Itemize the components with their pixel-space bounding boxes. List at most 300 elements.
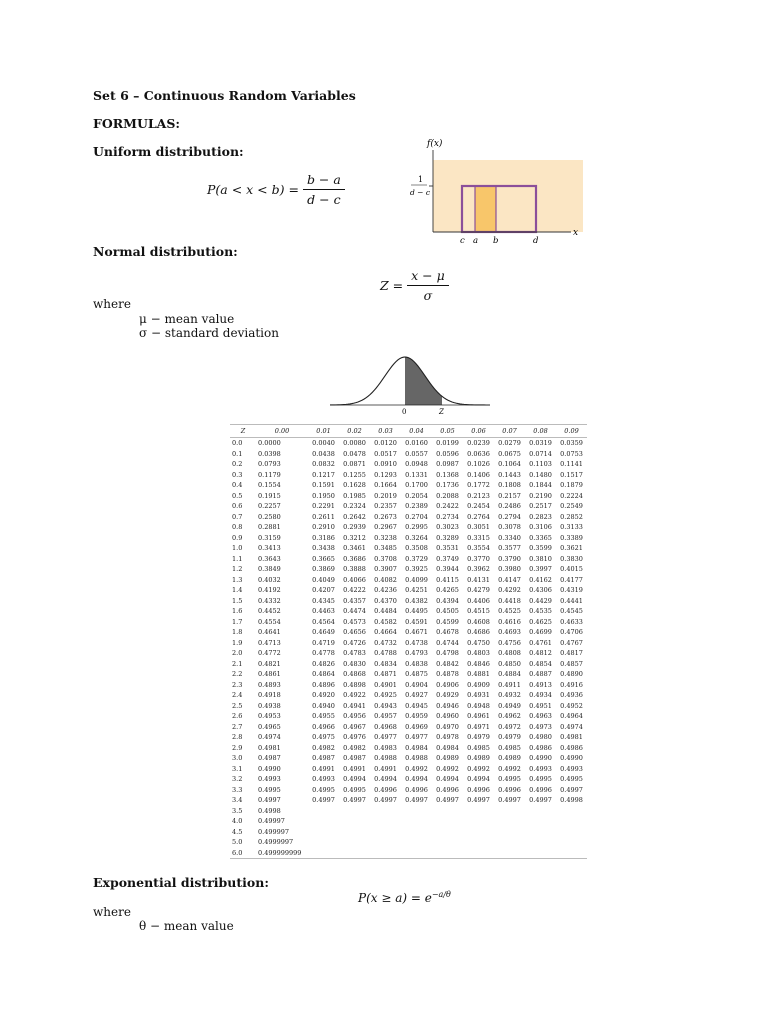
probability-cell: 0.0359 <box>560 439 583 448</box>
probability-cell: 0.1879 <box>560 481 583 490</box>
probability-cell: 0.1103 <box>529 460 552 469</box>
probability-cell: 0.4854 <box>529 659 552 668</box>
probability-cell: 0.4984 <box>405 743 428 752</box>
z-value-cell: 1.3 <box>232 575 243 584</box>
table-row <box>230 711 587 722</box>
probability-cell: 0.2486 <box>498 502 521 511</box>
probability-cell: 0.4535 <box>529 607 552 616</box>
probability-cell <box>401 827 432 838</box>
normal-zero-label: 0 <box>402 408 407 416</box>
uniform-y-tick-numerator: 1 <box>418 175 424 184</box>
probability-cell: 0.4996 <box>374 785 397 794</box>
probability-cell: 0.4995 <box>258 785 281 794</box>
probability-cell: 0.4830 <box>343 659 366 668</box>
probability-cell: 0.4983 <box>374 743 397 752</box>
probability-cell: 0.4970 <box>436 722 459 731</box>
probability-cell: 0.4943 <box>374 701 397 710</box>
probability-cell: 0.2823 <box>529 512 552 521</box>
probability-cell: 0.2549 <box>560 502 583 511</box>
probability-cell: 0.4783 <box>343 649 366 658</box>
probability-cell: 0.4941 <box>343 701 366 710</box>
probability-cell: 0.2939 <box>343 523 366 532</box>
z-value-cell: 3.5 <box>232 806 243 815</box>
probability-cell: 0.4989 <box>498 754 521 763</box>
probability-cell: 0.2764 <box>467 512 490 521</box>
probability-cell: 0.4066 <box>343 575 366 584</box>
probability-cell: 0.2734 <box>436 512 459 521</box>
probability-cell: 0.4370 <box>374 596 397 605</box>
normal-formula-lhs: Z = <box>380 278 404 293</box>
uniform-x-tick-c: c <box>460 236 465 246</box>
probability-cell <box>494 848 525 859</box>
probability-cell: 0.2517 <box>529 502 552 511</box>
probability-cell: 0.4545 <box>560 607 583 616</box>
probability-cell: 0.3907 <box>374 565 397 574</box>
probability-cell: 0.4918 <box>258 691 281 700</box>
probability-cell: 0.4554 <box>258 617 281 626</box>
probability-cell: 0.4936 <box>560 691 583 700</box>
probability-cell: 0.4678 <box>436 628 459 637</box>
probability-cell: 0.4115 <box>436 575 459 584</box>
probability-cell: 0.4995 <box>529 775 552 784</box>
probability-cell: 0.2257 <box>258 502 281 511</box>
probability-cell: 0.4616 <box>498 617 521 626</box>
table-row <box>230 638 587 649</box>
probability-cell: 0.4756 <box>498 638 521 647</box>
z-value-cell: 2.4 <box>232 691 243 700</box>
table-row <box>230 575 587 586</box>
probability-cell <box>525 837 556 848</box>
probability-cell: 0.4985 <box>498 743 521 752</box>
probability-cell: 0.4981 <box>258 743 281 752</box>
normal-sigma-definition: σ − standard deviation <box>139 326 279 340</box>
probability-cell: 0.1026 <box>467 460 490 469</box>
probability-cell: 0.4808 <box>498 649 521 658</box>
probability-cell <box>463 816 494 827</box>
probability-cell: 0.4846 <box>467 659 490 668</box>
probability-cell: 0.4965 <box>258 722 281 731</box>
probability-cell: 0.0948 <box>405 460 428 469</box>
probability-cell: 0.4192 <box>258 586 281 595</box>
probability-cell: 0.4956 <box>343 712 366 721</box>
probability-cell: 0.4997 <box>405 796 428 805</box>
probability-cell: 0.3212 <box>343 533 366 542</box>
probability-cell: 0.4798 <box>436 649 459 658</box>
uniform-x-label: x <box>573 228 579 238</box>
probability-cell: 0.4991 <box>374 764 397 773</box>
z-value-cell: 0.5 <box>232 491 243 500</box>
z-value-cell: 2.9 <box>232 743 243 752</box>
probability-cell <box>370 837 401 848</box>
z-value-cell: 4.0 <box>232 817 243 826</box>
probability-cell: 0.4994 <box>405 775 428 784</box>
probability-cell: 0.3365 <box>529 533 552 542</box>
z-value-cell: 0.0 <box>232 439 243 448</box>
probability-cell: 0.3078 <box>498 523 521 532</box>
probability-cell: 0.1844 <box>529 481 552 490</box>
probability-cell: 0.4251 <box>405 586 428 595</box>
header-col-7: 0.06 <box>463 425 494 438</box>
probability-cell: 0.2157 <box>498 491 521 500</box>
probability-cell: 0.4332 <box>258 596 281 605</box>
uniform-shaded-area <box>475 186 496 232</box>
probability-cell: 0.3485 <box>374 544 397 553</box>
z-value-cell: 1.7 <box>232 617 243 626</box>
probability-cell: 0.4864 <box>312 670 335 679</box>
probability-cell: 0.0319 <box>529 439 552 448</box>
probability-cell: 0.3770 <box>467 554 490 563</box>
probability-cell: 0.4997 <box>374 796 397 805</box>
exponential-formula-main: P(x ≥ a) = e <box>358 891 432 905</box>
probability-cell: 0.4920 <box>312 691 335 700</box>
probability-cell <box>463 848 494 859</box>
probability-cell <box>463 806 494 817</box>
probability-cell: 0.4633 <box>560 617 583 626</box>
probability-cell: 0.3238 <box>374 533 397 542</box>
z-value-cell: 3.3 <box>232 785 243 794</box>
probability-cell: 0.4996 <box>529 785 552 794</box>
probability-cell: 0.4993 <box>529 764 552 773</box>
probability-cell: 0.4429 <box>529 596 552 605</box>
probability-cell: 0.4641 <box>258 628 281 637</box>
probability-cell: 0.2019 <box>374 491 397 500</box>
header-col-2: 0.01 <box>308 425 339 438</box>
probability-cell: 0.499997 <box>258 827 290 836</box>
probability-cell: 0.1950 <box>312 491 335 500</box>
probability-cell: 0.3508 <box>405 544 428 553</box>
probability-cell <box>370 806 401 817</box>
probability-cell <box>556 837 587 848</box>
probability-cell: 0.4997 <box>343 796 366 805</box>
probability-cell: 0.4994 <box>467 775 490 784</box>
table-row <box>230 470 587 481</box>
probability-cell <box>339 816 370 827</box>
probability-cell: 0.3888 <box>343 565 366 574</box>
probability-cell: 0.3729 <box>405 554 428 563</box>
probability-cell <box>308 827 339 838</box>
probability-cell: 0.4969 <box>405 722 428 731</box>
probability-cell: 0.4951 <box>529 701 552 710</box>
probability-cell: 0.4996 <box>405 785 428 794</box>
probability-cell: 0.4964 <box>560 712 583 721</box>
table-row <box>230 743 587 754</box>
probability-cell: 0.4974 <box>560 722 583 731</box>
uniform-x-tick-d: d <box>533 236 539 246</box>
probability-cell: 0.3749 <box>436 554 459 563</box>
probability-cell <box>463 827 494 838</box>
formulas-heading: FORMULAS: <box>93 116 181 131</box>
uniform-y-tick-denominator: d − c <box>410 188 431 197</box>
probability-cell <box>401 806 432 817</box>
probability-cell: 0.3051 <box>467 523 490 532</box>
z-value-cell: 0.4 <box>232 481 243 490</box>
probability-cell: 0.0239 <box>467 439 490 448</box>
probability-cell: 0.4911 <box>498 680 521 689</box>
probability-cell: 0.2123 <box>467 491 490 500</box>
probability-cell: 0.4265 <box>436 586 459 595</box>
probability-cell: 0.49997 <box>258 817 285 826</box>
z-value-cell: 2.5 <box>232 701 243 710</box>
header-col-6: 0.05 <box>432 425 463 438</box>
probability-cell: 0.4826 <box>312 659 335 668</box>
probability-cell: 0.4525 <box>498 607 521 616</box>
page-title: Set 6 – Continuous Random Variables <box>93 88 356 103</box>
probability-cell: 0.3340 <box>498 533 521 542</box>
table-row <box>230 501 587 512</box>
probability-cell: 0.3289 <box>436 533 459 542</box>
probability-cell: 0.3962 <box>467 565 490 574</box>
probability-cell: 0.1700 <box>405 481 428 490</box>
z-value-cell: 1.5 <box>232 596 243 605</box>
normal-heading: Normal distribution: <box>93 244 238 259</box>
probability-cell: 0.0279 <box>498 439 521 448</box>
probability-cell: 0.3708 <box>374 554 397 563</box>
probability-cell: 0.1915 <box>258 491 281 500</box>
probability-cell: 0.3665 <box>312 554 335 563</box>
probability-cell: 0.4778 <box>312 649 335 658</box>
probability-cell: 0.1368 <box>436 470 459 479</box>
probability-cell: 0.1217 <box>312 470 335 479</box>
probability-cell: 0.2088 <box>436 491 459 500</box>
probability-cell: 0.3264 <box>405 533 428 542</box>
probability-cell: 0.3315 <box>467 533 490 542</box>
table-row <box>230 669 587 680</box>
probability-cell: 0.4821 <box>258 659 281 668</box>
z-value-cell: 0.3 <box>232 470 243 479</box>
probability-cell: 0.4901 <box>374 680 397 689</box>
probability-cell: 0.4955 <box>312 712 335 721</box>
probability-cell: 0.0438 <box>312 449 335 458</box>
probability-cell: 0.4996 <box>436 785 459 794</box>
normal-where: where <box>93 297 131 311</box>
table-row <box>230 543 587 554</box>
z-value-cell: 3.1 <box>232 764 243 773</box>
uniform-formula <box>207 172 345 207</box>
probability-cell: 0.4945 <box>405 701 428 710</box>
probability-cell: 0.4979 <box>467 733 490 742</box>
probability-cell: 0.4929 <box>436 691 459 700</box>
normal-fraction-denominator: σ <box>423 288 433 303</box>
probability-cell: 0.0040 <box>312 439 335 448</box>
probability-cell: 0.4608 <box>467 617 490 626</box>
probability-cell: 0.1628 <box>343 481 366 490</box>
standard-normal-table <box>230 424 587 859</box>
table-row <box>230 564 587 575</box>
probability-cell: 0.1591 <box>312 481 335 490</box>
table-row <box>230 753 587 764</box>
uniform-formula-lhs: P(a < x < b) = <box>207 182 299 197</box>
probability-cell <box>308 837 339 848</box>
table-row <box>230 480 587 491</box>
table-row <box>230 690 587 701</box>
probability-cell: 0.4834 <box>374 659 397 668</box>
probability-cell: 0.4967 <box>343 722 366 731</box>
probability-cell: 0.4699 <box>529 628 552 637</box>
probability-cell: 0.1664 <box>374 481 397 490</box>
z-value-cell: 3.0 <box>232 754 243 763</box>
probability-cell: 0.4938 <box>258 701 281 710</box>
uniform-fraction <box>303 172 345 207</box>
normal-mu-definition: μ − mean value <box>139 312 235 326</box>
table-row <box>230 533 587 544</box>
probability-cell: 0.4082 <box>374 575 397 584</box>
table-row <box>230 522 587 533</box>
probability-cell: 0.4382 <box>405 596 428 605</box>
probability-cell: 0.1064 <box>498 460 521 469</box>
probability-cell: 0.4927 <box>405 691 428 700</box>
probability-cell: 0.3599 <box>529 544 552 553</box>
table-row <box>230 606 587 617</box>
probability-cell: 0.3438 <box>312 544 335 553</box>
probability-cell: 0.2190 <box>529 491 552 500</box>
probability-cell <box>401 848 432 859</box>
probability-cell <box>525 806 556 817</box>
normal-z-label: Z <box>439 408 444 416</box>
probability-cell: 0.4726 <box>343 638 366 647</box>
probability-cell: 0.4992 <box>467 764 490 773</box>
probability-cell: 0.4968 <box>374 722 397 731</box>
header-col-3: 0.02 <box>339 425 370 438</box>
table-row <box>230 659 587 670</box>
z-value-cell: 0.6 <box>232 502 243 511</box>
probability-cell: 0.4913 <box>529 680 552 689</box>
probability-cell: 0.3413 <box>258 544 281 553</box>
exponential-formula <box>358 890 451 905</box>
probability-cell: 0.4319 <box>560 586 583 595</box>
probability-cell: 0.2389 <box>405 502 428 511</box>
probability-cell: 0.4988 <box>405 754 428 763</box>
z-value-cell: 0.2 <box>232 460 243 469</box>
exponential-heading: Exponential distribution: <box>93 875 269 890</box>
z-value-cell: 1.0 <box>232 544 243 553</box>
table-row <box>230 585 587 596</box>
probability-cell: 0.2995 <box>405 523 428 532</box>
probability-cell: 0.4452 <box>258 607 281 616</box>
probability-cell: 0.3023 <box>436 523 459 532</box>
probability-cell: 0.3980 <box>498 565 521 574</box>
probability-cell: 0.4893 <box>258 680 281 689</box>
z-value-cell: 1.2 <box>232 565 243 574</box>
z-value-cell: 1.4 <box>232 586 243 595</box>
probability-cell: 0.4896 <box>312 680 335 689</box>
probability-cell: 0.2580 <box>258 512 281 521</box>
probability-cell: 0.4505 <box>436 607 459 616</box>
z-value-cell: 2.6 <box>232 712 243 721</box>
uniform-fraction-denominator: d − c <box>307 192 341 207</box>
probability-cell <box>525 848 556 859</box>
probability-cell: 0.4649 <box>312 628 335 637</box>
probability-cell: 0.2852 <box>560 512 583 521</box>
probability-cell: 0.4960 <box>436 712 459 721</box>
probability-cell: 0.4875 <box>405 670 428 679</box>
probability-cell: 0.4971 <box>467 722 490 731</box>
probability-cell: 0.4994 <box>374 775 397 784</box>
table-row <box>230 512 587 523</box>
probability-cell: 0.4916 <box>560 680 583 689</box>
probability-cell: 0.4706 <box>560 628 583 637</box>
z-value-cell: 2.2 <box>232 670 243 679</box>
probability-cell: 0.4957 <box>374 712 397 721</box>
probability-cell: 0.2224 <box>560 491 583 500</box>
probability-cell: 0.4966 <box>312 722 335 731</box>
probability-cell: 0.4997 <box>258 796 281 805</box>
probability-cell: 0.4147 <box>498 575 521 584</box>
probability-cell: 0.3461 <box>343 544 366 553</box>
probability-cell <box>339 837 370 848</box>
probability-cell: 0.4803 <box>467 649 490 658</box>
probability-cell: 0.2881 <box>258 523 281 532</box>
probability-cell: 0.4959 <box>405 712 428 721</box>
header-col-8: 0.07 <box>494 425 525 438</box>
probability-cell: 0.4817 <box>560 649 583 658</box>
probability-cell: 0.4995 <box>498 775 521 784</box>
exponential-where: where <box>93 905 131 919</box>
probability-cell: 0.0871 <box>343 460 366 469</box>
probability-cell: 0.3849 <box>258 565 281 574</box>
probability-cell: 0.2704 <box>405 512 428 521</box>
uniform-fraction-numerator: b − a <box>303 172 345 190</box>
probability-cell: 0.3790 <box>498 554 521 563</box>
probability-cell: 0.0910 <box>374 460 397 469</box>
table-row <box>230 816 587 827</box>
probability-cell: 0.3106 <box>529 523 552 532</box>
probability-cell: 0.4980 <box>529 733 552 742</box>
z-value-cell: 1.6 <box>232 607 243 616</box>
probability-cell: 0.0160 <box>405 439 428 448</box>
probability-cell: 0.4573 <box>343 617 366 626</box>
probability-cell: 0.0636 <box>467 449 490 458</box>
probability-cell: 0.4857 <box>560 659 583 668</box>
probability-cell: 0.2642 <box>343 512 366 521</box>
table-row <box>230 491 587 502</box>
table-row <box>230 438 587 449</box>
probability-cell: 0.0793 <box>258 460 281 469</box>
probability-cell: 0.4996 <box>498 785 521 794</box>
z-value-cell: 0.7 <box>232 512 243 521</box>
probability-cell <box>525 816 556 827</box>
probability-cell: 0.4994 <box>436 775 459 784</box>
probability-cell: 0.4996 <box>467 785 490 794</box>
uniform-x-tick-a: a <box>473 236 479 246</box>
exponential-formula-exponent: −a/θ <box>431 890 451 899</box>
z-value-cell: 0.9 <box>232 533 243 542</box>
probability-cell: 0.4871 <box>374 670 397 679</box>
probability-cell: 0.2357 <box>374 502 397 511</box>
table-row <box>230 848 587 859</box>
probability-cell: 0.3944 <box>436 565 459 574</box>
probability-cell <box>401 816 432 827</box>
probability-cell: 0.2291 <box>312 502 335 511</box>
probability-cell: 0.4850 <box>498 659 521 668</box>
probability-cell: 0.4345 <box>312 596 335 605</box>
probability-cell: 0.4978 <box>436 733 459 742</box>
z-value-cell: 5.0 <box>232 838 243 847</box>
probability-cell: 0.4997 <box>560 785 583 794</box>
probability-cell: 0.2967 <box>374 523 397 532</box>
probability-cell: 0.4952 <box>560 701 583 710</box>
probability-cell: 0.4991 <box>312 764 335 773</box>
probability-cell: 0.4207 <box>312 586 335 595</box>
table-row <box>230 764 587 775</box>
probability-cell: 0.1808 <box>498 481 521 490</box>
probability-cell: 0.3186 <box>312 533 335 542</box>
probability-cell: 0.4987 <box>343 754 366 763</box>
probability-cell: 0.1443 <box>498 470 521 479</box>
probability-cell <box>494 806 525 817</box>
probability-cell <box>432 806 463 817</box>
probability-cell: 0.4995 <box>312 785 335 794</box>
probability-cell: 0.4032 <box>258 575 281 584</box>
